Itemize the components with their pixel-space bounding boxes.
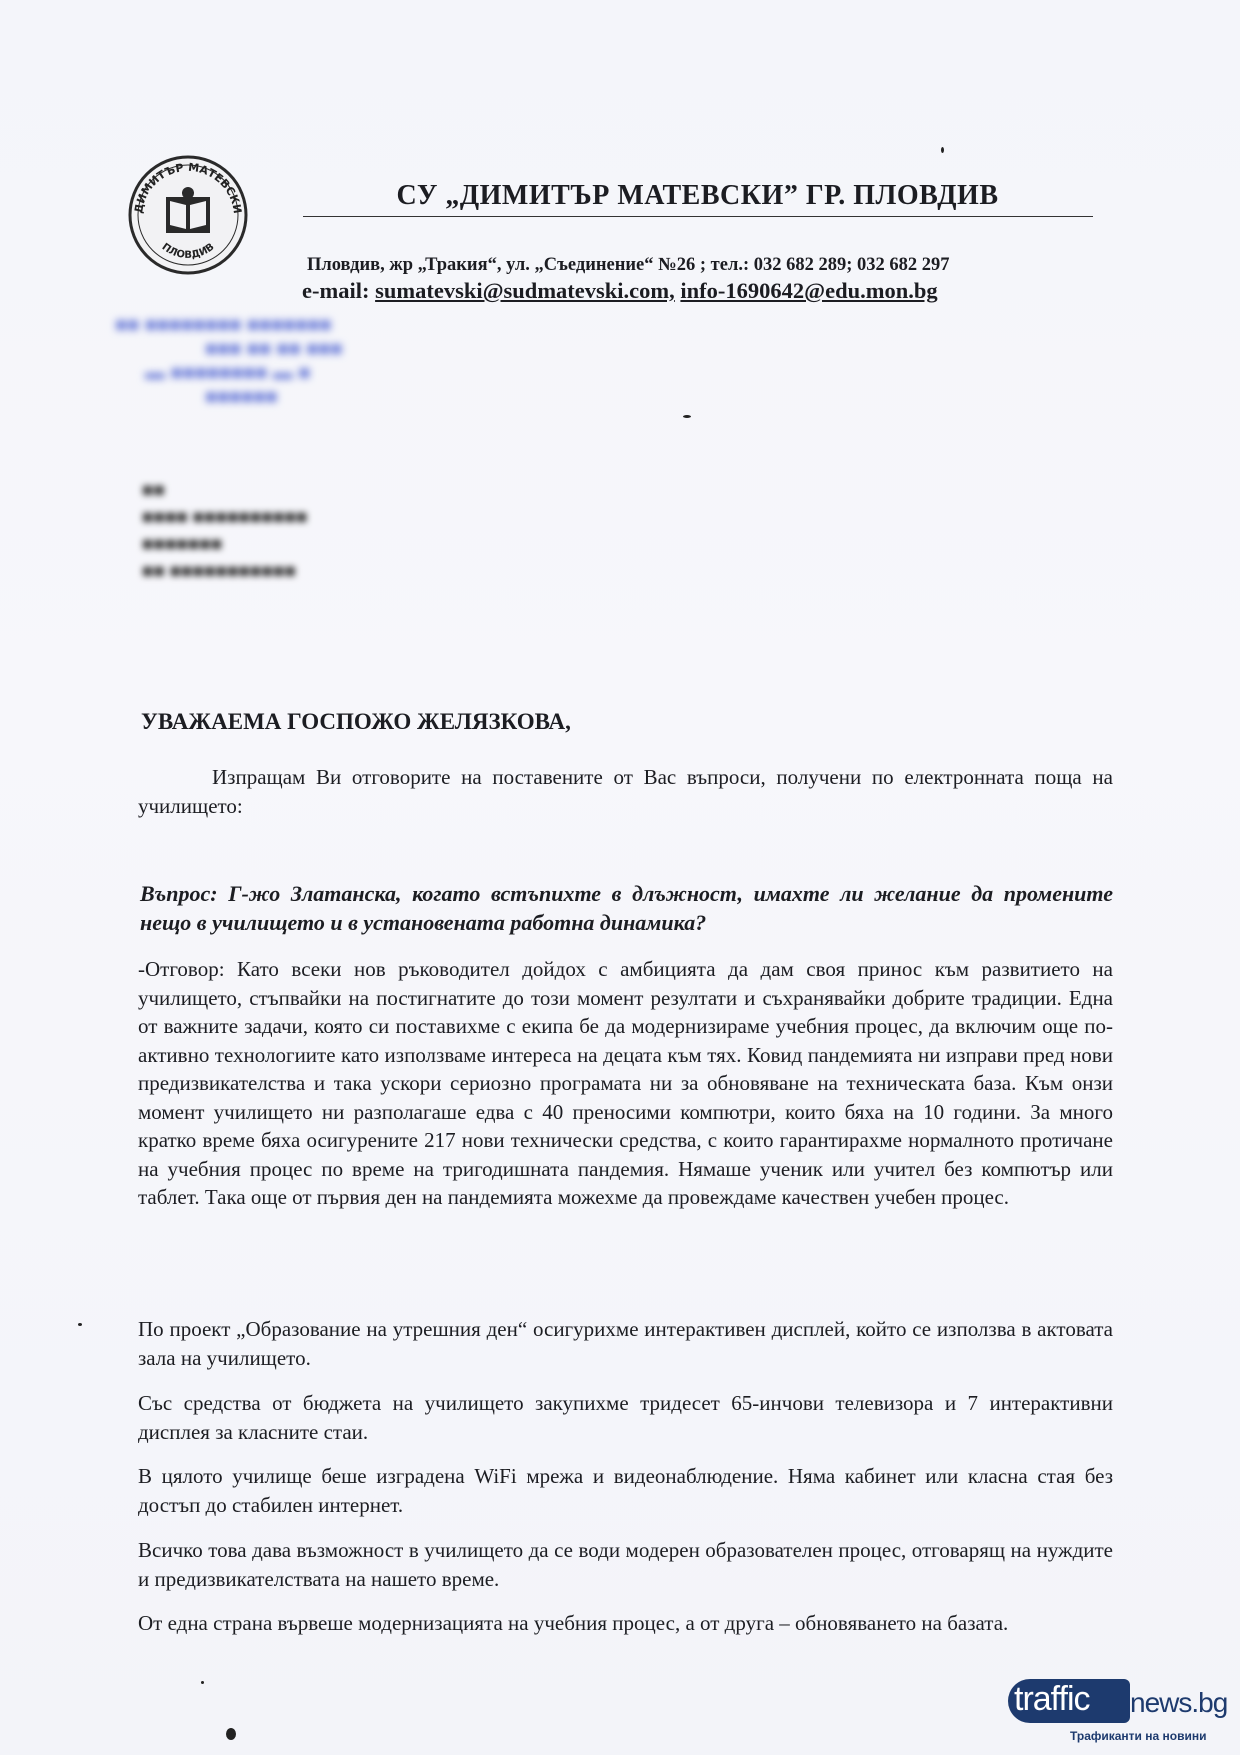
paragraph-interactive-display: По проект „Образование на утрешния ден“ осигурихме интерактивен дисплей, който се използва в актовата зала на училището. <box>138 1317 1113 1370</box>
email-link-1[interactable]: sumatevski@sudmatevski.com, <box>375 278 675 303</box>
blurred-registration-stamp: ■■ ■■■■■■■■ ■■■■■■■ ■■■ ■■ ■■ ■■■ ▬ ■■■■■■■■ ▬ ■ ■■■■■■ <box>115 314 343 408</box>
email-line <box>302 278 1162 304</box>
email-label: e-mail: <box>302 278 370 303</box>
scan-speck <box>683 415 691 418</box>
trafficnews-watermark <box>1004 1677 1232 1747</box>
scan-speck <box>941 147 944 153</box>
paragraph-modernization: От една страна вървеше модернизацията на учебния процес, а от друга – обновяването на базата. <box>138 1611 1009 1635</box>
paragraph-wifi: В цялото училище беше изградена WiFi мрежа и видеонаблюдение. Няма кабинет или класна стая без достъп до стабилен интернет. <box>138 1464 1113 1517</box>
scan-speck <box>226 1728 236 1740</box>
answer-paragraph: -Отговор: Като всеки нов ръководител дойдох с амбицията да дам своя принос към развитието на училището, стъпвайки на постигнатите до този момент резултати и съхранявайки добрите традиции. Една от важните задачи, която си поставихме с екипа бе да модернизираме учебния процес, да включим още по-активно технологиите като използваме интереса на децата към тях. Ковид пандемията ни изправи пред нови предизвикателства и така ускори сериозно програмата ни за обновяване на техническата база. Към онзи момент училището ни разполагаше едва с 40 преносими компютри, които бяха на 10 години. За много кратко време бяха осигурените 217 нови технически средства, с които гарантирахме нормалното протичане на учебния процес по време на тригодишната пандемия. Нямаше ученик или учител без компютър или таблет. Така още от първия ден на пандемията можехме да провеждаме качествен учебен процес. <box>138 957 1113 1209</box>
school-logo <box>124 153 252 277</box>
scan-speck <box>201 1681 204 1684</box>
watermark-brand-news: news.bg <box>1130 1687 1228 1718</box>
logo-text-bottom: ПЛОВДИВ <box>159 241 217 261</box>
paragraph-modern-process: Всичко това дава възможност в училището да се води модерен образователен процес, отговарящ на нуждите и предизвикателствата на нашето време. <box>138 1538 1113 1591</box>
watermark-tagline: Трафиканти на новини <box>1070 1729 1207 1743</box>
school-title: СУ „ДИМИТЪР МАТЕВСКИ” ГР. ПЛОВДИВ <box>396 180 999 211</box>
watermark-brand-traffic: traffic <box>1014 1680 1090 1718</box>
paragraph-tv-purchase: Със средства от бюджета на училището закупихме тридесет 65-инчови телевизора и 7 интерактивни дисплея за класните стаи. <box>138 1391 1113 1444</box>
title-underline <box>303 216 1093 217</box>
intro-paragraph: Изпращам Ви отговорите на поставените от Вас въпроси, получени по електронната поща на училището: <box>138 765 1113 818</box>
salutation: УВАЖАЕМА ГОСПОЖО ЖЕЛЯЗКОВА, <box>141 709 571 734</box>
logo-text-top: ДИМИТЪР МАТЕВСКИ <box>131 160 244 215</box>
school-address: Пловдив, жр „Тракия“, ул. „Съединение“ №26 ; тел.: 032 682 289; 032 682 297 <box>307 255 950 275</box>
question-paragraph: Въпрос: Г-жо Златанска, когато встъпихте в длъжност, имахте ли желание да промените нещо в училището и в установената работна динамика? <box>140 881 1113 935</box>
scan-speck <box>78 1323 82 1326</box>
blurred-recipient: ■■ ■■■■ ■■■■■■■■■■ ■■■■■■■ ■■ ■■■■■■■■■■■ <box>142 480 308 582</box>
email-link-2[interactable]: info-1690642@edu.mon.bg <box>680 278 938 303</box>
